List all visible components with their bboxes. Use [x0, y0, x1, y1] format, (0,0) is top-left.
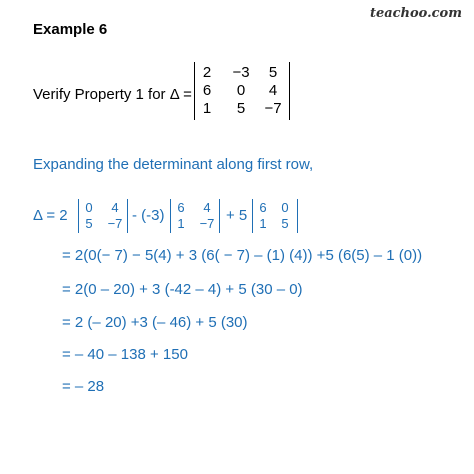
minor-cell: 5 — [281, 216, 289, 231]
minor-cell: 0 — [281, 200, 289, 215]
minor-cell: −7 — [199, 216, 215, 231]
main-determinant — [194, 62, 290, 120]
step-line: = – 40 – 138 + 150 — [62, 346, 188, 363]
minor-cell: 0 — [85, 200, 93, 215]
minor-1 — [78, 199, 128, 233]
minor-2 — [170, 199, 220, 233]
delta-label: Δ = 2 — [33, 207, 68, 224]
separator-1: - (-3) — [132, 207, 165, 224]
expanding-heading: Expanding the determinant along first row, — [33, 156, 314, 173]
matrix-cell: 2 — [202, 64, 212, 81]
step-line: = 2 (– 20) +3 (– 46) + 5 (30) — [62, 314, 248, 331]
step-line: = 2(0 – 20) + 3 (-42 – 4) + 5 (30 – 0) — [62, 281, 303, 298]
verify-statement: Verify Property 1 for Δ = — [33, 86, 192, 103]
matrix-cell: 1 — [202, 100, 212, 117]
step-line: = – 28 — [62, 378, 105, 395]
separator-2: + 5 — [226, 207, 248, 224]
matrix-cell: 0 — [236, 82, 246, 99]
minor-cell: 6 — [259, 200, 267, 215]
minor-cell: 4 — [203, 200, 211, 215]
example-title: Example 6 — [33, 21, 108, 38]
matrix-cell: 4 — [268, 82, 278, 99]
minor-cell: −7 — [107, 216, 123, 231]
matrix-cell: 5 — [268, 64, 278, 81]
minor-cell: 6 — [177, 200, 185, 215]
matrix-cell: 6 — [202, 82, 212, 99]
matrix-cell: −3 — [232, 64, 250, 81]
matrix-cell: −7 — [264, 100, 282, 117]
watermark-logo: teachoo.com — [369, 6, 462, 21]
minor-cell: 5 — [85, 216, 93, 231]
step-line: = 2(0(− 7) − 5(4) + 3 (6( − 7) – (1) (4)) +5 (6(5) – 1 (0)) — [62, 247, 423, 264]
minor-cell: 1 — [259, 216, 267, 231]
minor-3 — [252, 199, 298, 233]
minor-cell: 4 — [111, 200, 119, 215]
matrix-cell: 5 — [236, 100, 246, 117]
minor-cell: 1 — [177, 216, 185, 231]
